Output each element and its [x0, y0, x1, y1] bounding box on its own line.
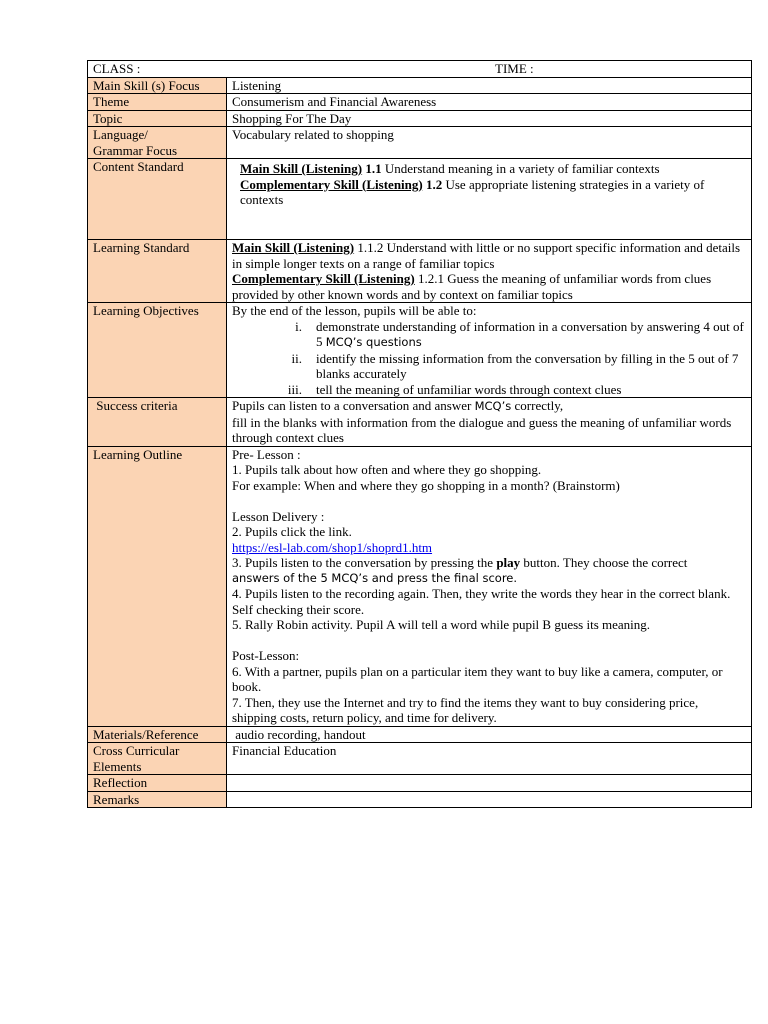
cross-curricular-label-line1: Cross Curricular [93, 743, 180, 758]
learning-objectives-row [88, 303, 752, 398]
ls-comp-text: 1.2.1 Guess the meaning of unfamiliar words from clues provided by other known words and by context on familiar topics [232, 271, 712, 302]
content-standard-main [240, 161, 742, 177]
class-time-row [88, 61, 752, 78]
success-line-1 [232, 398, 746, 415]
success-text: Pupils can listen to a conversation and answer [232, 398, 475, 413]
content-comp-code: 1.2 [425, 176, 443, 192]
objectives-intro: By the end of the lesson, pupils will be able to: [232, 303, 477, 318]
objective-number: iii. [287, 381, 302, 397]
outline-step-3-cont: answers of the 5 MCQ’s and press the final score. [232, 570, 518, 585]
topic-row [88, 110, 752, 127]
cross-curricular-label-line2: Elements [93, 758, 142, 774]
objective-text: tell the meaning of unfamiliar words through context clues [316, 381, 622, 397]
objective-text: identify the missing information from the conversation by filling in the 5 out of 7 blanks accurately [316, 350, 739, 381]
post-lesson-heading: Post-Lesson: [232, 648, 300, 663]
materials-value: audio recording, handout [227, 726, 752, 743]
class-label: CLASS : [93, 61, 141, 76]
success-criteria-value [227, 398, 752, 447]
language-row [88, 127, 752, 159]
language-label [88, 127, 227, 159]
language-label-line1: Language/ [93, 127, 148, 142]
cross-curricular-row [88, 743, 752, 775]
remarks-value[interactable] [227, 791, 752, 808]
objective-number: ii. [291, 350, 302, 366]
main-skill-row [88, 77, 752, 94]
objective-text-tail: MCQ’s questions [325, 335, 422, 349]
success-text-end: correctly, [511, 398, 564, 413]
outline-step-1-example: For example: When and where they go shopping in a month? (Brainstorm) [232, 477, 620, 493]
content-standard-label: Content Standard [88, 159, 227, 240]
objective-text: demonstrate understanding of information in a conversation by answering 4 out of 5 [316, 318, 744, 349]
content-comp-title: Complementary Skill (Listening) [240, 176, 423, 192]
success-criteria-label: Success criteria [88, 398, 227, 447]
content-comp-text: Use appropriate listening strategies in a variety of contexts [240, 176, 705, 207]
objective-item [232, 382, 746, 398]
theme-value: Consumerism and Financial Awareness [227, 94, 752, 111]
objective-item [232, 319, 746, 351]
materials-row [88, 726, 752, 743]
ls-main-text: 1.1.2 Understand with little or no support specific information and details in simple longer texts on a range of familiar topics [232, 240, 741, 271]
remarks-row [88, 791, 752, 808]
theme-row [88, 94, 752, 111]
outline-step-5: 5. Rally Robin activity. Pupil A will tell a word while pupil B guess its meaning. [232, 617, 651, 632]
lesson-plan-table [87, 60, 752, 808]
success-criteria-row [88, 398, 752, 447]
content-main-code: 1.1 [365, 161, 382, 176]
content-standard-comp [240, 177, 742, 208]
learning-standard-comp [232, 271, 746, 302]
ls-main-title: Main Skill (Listening) [232, 240, 355, 255]
content-main-text: Understand meaning in a variety of familiar contexts [381, 161, 660, 176]
learning-outline-row [88, 446, 752, 726]
objective-number: i. [295, 318, 302, 334]
learning-standard-main [232, 240, 746, 271]
outline-step-3 [232, 555, 746, 571]
learning-standard-row [88, 240, 752, 303]
step3-play: play [496, 555, 521, 570]
theme-label: Theme [88, 94, 227, 111]
learning-outline-label: Learning Outline [88, 446, 227, 726]
outline-step-4: 4. Pupils listen to the recording again. Then, they write the words they hear in the correct blank. Self checking their score. [232, 586, 731, 617]
language-value: Vocabulary related to shopping [227, 127, 752, 159]
success-mcq: MCQ’s [474, 399, 512, 413]
outline-step-1: 1. Pupils talk about how often and where they go shopping. [232, 462, 542, 477]
cross-curricular-value: Financial Education [227, 743, 752, 775]
learning-objectives-value [227, 303, 752, 398]
objective-item [232, 351, 746, 382]
lesson-delivery-heading: Lesson Delivery : [232, 508, 325, 524]
topic-label: Topic [88, 110, 227, 127]
reflection-row [88, 775, 752, 792]
learning-outline-value [227, 446, 752, 726]
main-skill-label: Main Skill (s) Focus [88, 77, 227, 94]
ls-comp-title: Complementary Skill (Listening) [232, 271, 415, 286]
reflection-value[interactable] [227, 775, 752, 792]
reflection-label: Reflection [88, 775, 227, 792]
lesson-plan-page [87, 60, 751, 808]
time-label: TIME : [495, 61, 534, 76]
learning-standard-label: Learning Standard [88, 240, 227, 303]
main-skill-value: Listening [227, 77, 752, 94]
esl-lab-link[interactable]: https://esl-lab.com/shop1/shoprd1.htm [232, 539, 433, 555]
pre-lesson-heading: Pre- Lesson : [232, 446, 301, 462]
outline-step-7: 7. Then, they use the Internet and try to find the items they want to buy considering price, shipping costs, return policy, and time for delivery. [232, 694, 699, 725]
step3-text-end: button. They choose the correct [520, 555, 688, 570]
learning-standard-value [227, 240, 752, 303]
objectives-list [232, 319, 746, 398]
language-label-line2: Grammar Focus [93, 142, 178, 158]
outline-step-6: 6. With a partner, pupils plan on a particular item they want to buy like a camera, computer, or book. [232, 663, 723, 694]
materials-label: Materials/Reference [88, 726, 227, 743]
cross-curricular-label [88, 743, 227, 775]
outline-step-2: 2. Pupils click the link. [232, 524, 352, 539]
content-standard-value [227, 159, 752, 240]
success-line-2: fill in the blanks with information from the dialogue and guess the meaning of unfamiliar words through context clues [232, 414, 732, 445]
topic-value: Shopping For The Day [227, 110, 752, 127]
learning-objectives-label: Learning Objectives [88, 303, 227, 398]
content-standard-row [88, 159, 752, 240]
step3-text: 3. Pupils listen to the conversation by pressing the [232, 555, 497, 570]
content-main-title: Main Skill (Listening) [240, 161, 363, 176]
remarks-label: Remarks [88, 791, 227, 808]
